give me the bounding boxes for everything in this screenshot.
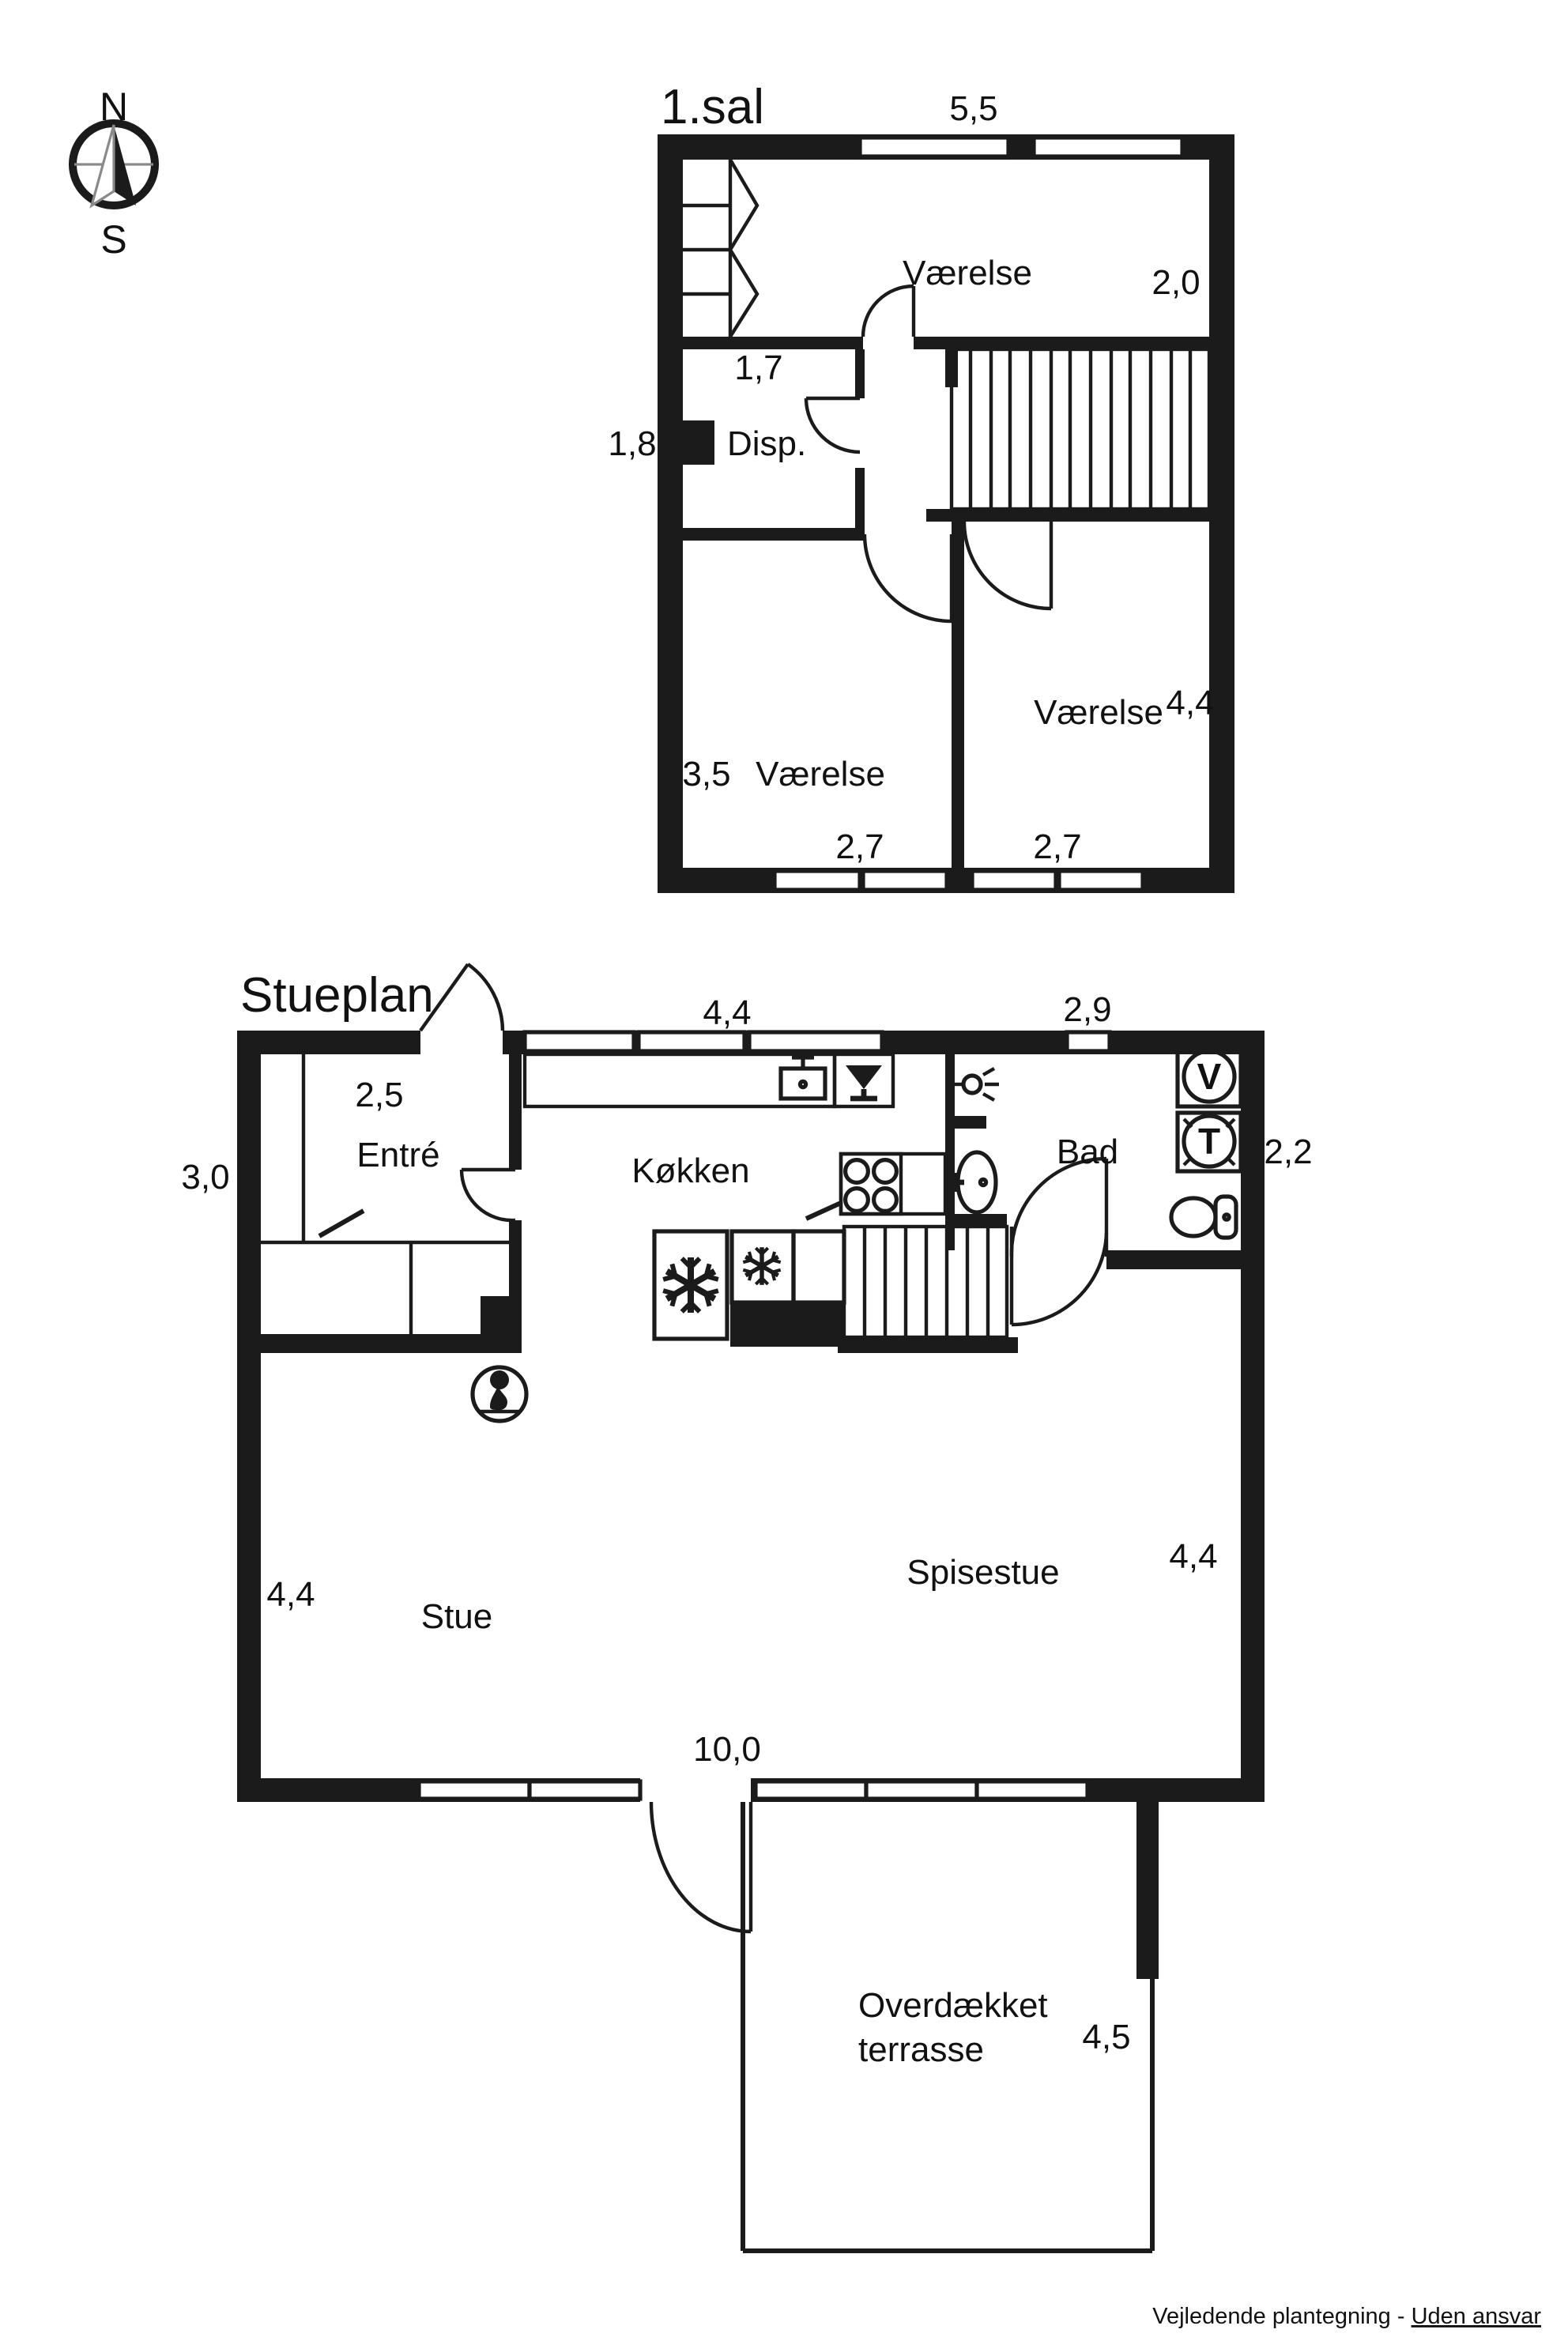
dim-hallway: 1,7 <box>734 349 783 387</box>
window <box>863 871 947 890</box>
dim-bottom-left-height: 3,5 <box>682 755 731 793</box>
disclaimer-text: Vejledende plantegning - <box>1152 2304 1412 2329</box>
window <box>639 1032 744 1051</box>
dryer-letter: T <box>1197 1121 1221 1162</box>
compass-north-label: N <box>99 85 129 129</box>
terrace-wall <box>1136 1802 1159 1979</box>
wall-lamp-icon <box>955 1069 999 1100</box>
sink-icon <box>781 1057 825 1099</box>
washbasin-icon <box>948 1152 996 1212</box>
room-label-bottom-left: Værelse <box>756 755 885 793</box>
room-label-dining: Spisestue <box>906 1553 1060 1592</box>
dining-door <box>1012 1227 1106 1325</box>
dim-top-room-height: 2,0 <box>1152 263 1200 302</box>
dim-window-left: 2,7 <box>835 827 884 866</box>
door-disp <box>806 398 860 452</box>
dim-entre-width: 2,5 <box>355 1076 404 1114</box>
dim-bath-window: 2,9 <box>1063 990 1112 1029</box>
washer-letter: V <box>1197 1056 1222 1097</box>
window <box>525 1032 634 1051</box>
window <box>977 1781 1087 1799</box>
window <box>860 138 1008 156</box>
room-label-kitchen: Køkken <box>631 1152 750 1190</box>
terrace-label-line2: terrasse <box>858 2030 984 2069</box>
entre-hall-door <box>462 1170 515 1220</box>
patio-door <box>651 1802 751 1932</box>
window <box>419 1781 530 1799</box>
window <box>530 1781 640 1799</box>
terrace <box>743 1802 1159 2251</box>
chimney-block <box>670 420 714 465</box>
dim-bath-height: 2,2 <box>1264 1133 1313 1171</box>
freezer-icon <box>732 1231 793 1302</box>
room-label-top: Værelse <box>903 254 1032 292</box>
closet-door-leaf <box>319 1211 364 1236</box>
room-label-entre: Entré <box>356 1136 440 1174</box>
dim-dining-height: 4,4 <box>1169 1537 1218 1576</box>
window <box>749 1032 882 1051</box>
ground-floor-title: Stueplan <box>240 968 434 1023</box>
first-floor-plan <box>608 80 1234 893</box>
dim-top-width: 5,5 <box>949 89 998 128</box>
door-landing-left <box>865 534 952 621</box>
disclaimer <box>1152 2304 1541 2329</box>
room-label-bath: Bad <box>1056 1133 1119 1171</box>
dim-chimney-side: 1,8 <box>608 424 657 463</box>
compass-icon <box>73 85 155 262</box>
kitchen-counter <box>525 1054 893 1106</box>
room-label-living: Stue <box>420 1597 493 1636</box>
disclaimer-link[interactable]: Uden ansvar <box>1411 2304 1541 2329</box>
dim-kitchen-window: 4,4 <box>703 993 752 1032</box>
ground-floor-plan <box>181 964 1312 1932</box>
door-top-room <box>863 286 914 337</box>
room-label-disp: Disp. <box>727 424 807 463</box>
window <box>775 871 860 890</box>
dim-living-height: 4,4 <box>266 1575 315 1614</box>
window <box>1034 138 1182 156</box>
stove-icon <box>806 1154 945 1219</box>
bath-door <box>1012 1159 1106 1257</box>
dim-terrace-height: 4,5 <box>1082 2018 1131 2056</box>
fridge-icon <box>654 1231 727 1339</box>
kitchen-cabinet <box>793 1231 844 1302</box>
dryer-icon <box>1178 1113 1241 1171</box>
chimney-block <box>481 1296 518 1334</box>
compass-south-label: S <box>100 217 127 262</box>
stairs-ground-floor <box>844 1227 1007 1337</box>
wardrobe-icon <box>683 160 757 337</box>
washer-icon <box>1178 1046 1241 1106</box>
dim-left-height: 3,0 <box>181 1158 230 1197</box>
window <box>1067 1032 1110 1051</box>
dim-bottom-width: 10,0 <box>693 1730 761 1769</box>
bar-glass-icon <box>835 1054 893 1106</box>
fireplace-icon <box>473 1367 526 1421</box>
room-label-bottom-right: Værelse <box>1034 693 1163 732</box>
first-floor-title: 1.sal <box>661 80 764 134</box>
window <box>972 871 1056 890</box>
terrace-label-line1: Overdækket <box>858 1986 1048 2025</box>
dim-bottom-right-height: 4,4 <box>1166 684 1215 722</box>
window <box>866 1781 977 1799</box>
kitchen-counter-block <box>730 1302 844 1347</box>
window <box>756 1781 866 1799</box>
stairs-first-floor <box>952 349 1209 509</box>
window <box>1059 871 1143 890</box>
door-landing-right <box>964 522 1051 609</box>
toilet-icon <box>1171 1197 1236 1238</box>
dim-window-right: 2,7 <box>1033 827 1082 866</box>
